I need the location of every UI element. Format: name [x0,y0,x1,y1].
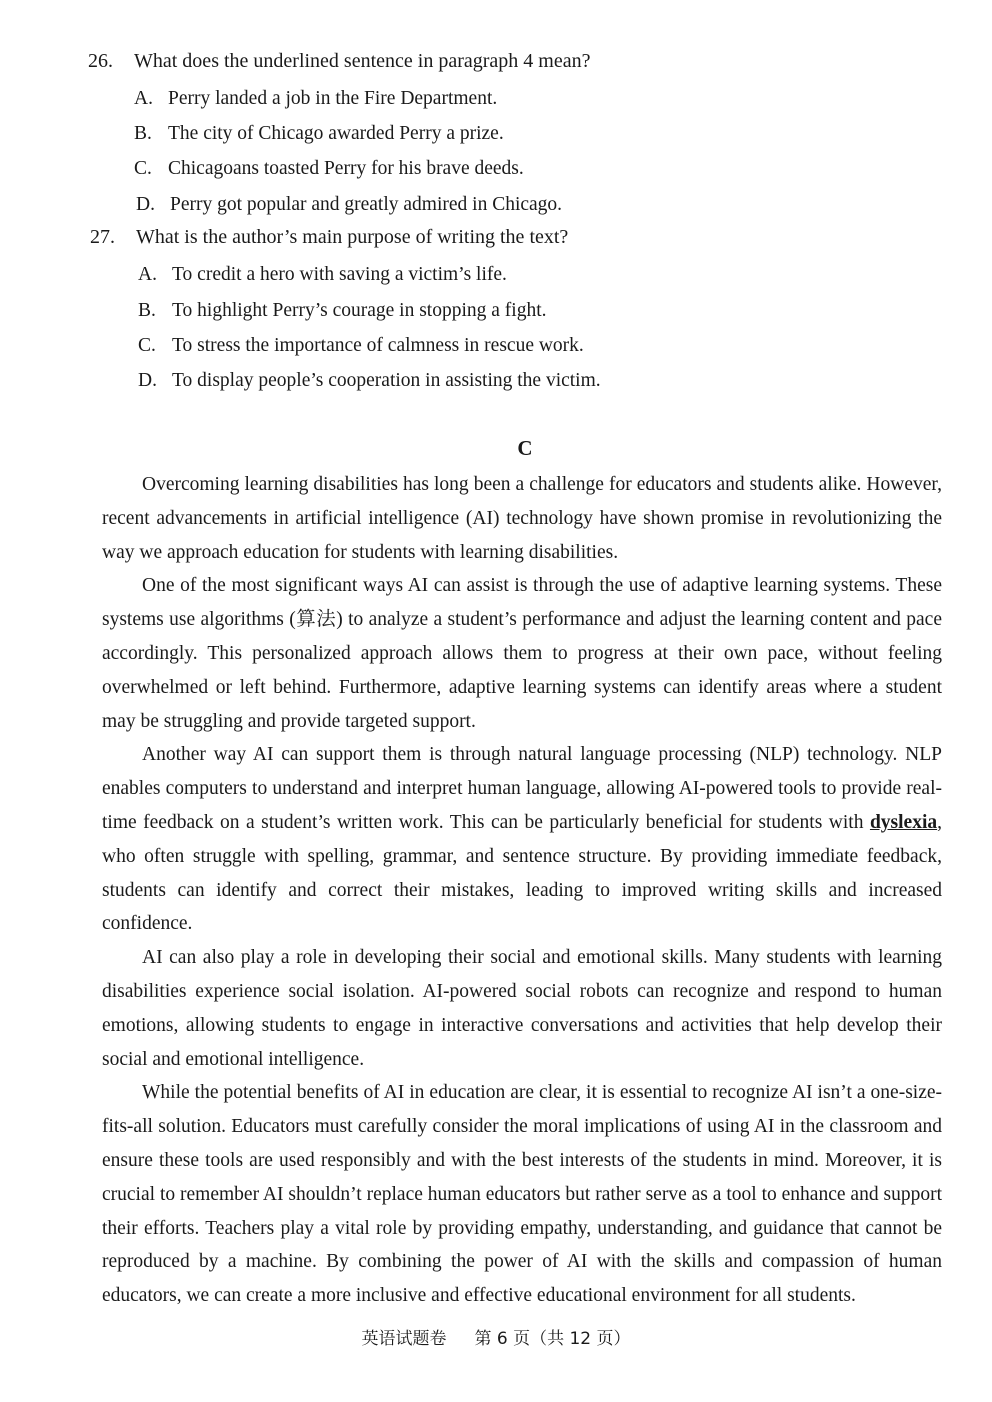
question-stem: What does the underlined sentence in paragraph 4 mean? [134,50,591,72]
option-letter: A. [134,88,153,109]
question-27 [90,222,568,252]
question-27-option-d [138,366,601,396]
paragraph-3-before: Another way AI can support them is through natural language processing (NLP) technology. NLP enables computers to understand and interpret human language, allowing AI-powered tools to provide real-time feedback on a student’s written work. This can be particularly beneficial for students with [102,744,942,833]
reading-passage [102,468,942,1313]
paragraph-1: Overcoming learning disabilities has long been a challenge for educators and students alike. However, recent advancements in artificial intelligence (AI) technology have shown promise in revolutionizing the way we approach education for students with learning disabilities. [102,474,942,563]
option-text: Perry landed a job in the Fire Department. [168,88,498,109]
paragraph-4: AI can also play a role in developing their social and emotional skills. Many students with learning disabilities experience social isolation. AI-powered social robots can recognize and respond to human emotions, allowing students to engage in interactive conversations and activities that help develop their social and emotional intelligence. [102,947,942,1070]
question-27-option-c [138,331,584,361]
option-letter: D. [138,370,157,391]
paragraph-2: One of the most significant ways AI can assist is through the use of adaptive learning systems. These systems use algorithms (算法) to analyze a student’s performance and adjust the learning content and pace accordingly. This personalized approach allows them to progress at their own pace, without feeling overwhelmed or left behind. Furthermore, adaptive learning systems can identify areas where a student may be struggling and provide targeted support. [102,575,942,732]
question-26-option-a [134,84,497,114]
question-26-option-d [136,190,562,220]
page-info: 第 6 页（共 12 页） [474,1329,631,1349]
page-footer [0,1324,992,1349]
option-letter: A. [138,264,157,285]
question-stem: What is the author’s main purpose of writing the text? [136,226,569,248]
question-number: 26. [88,50,113,72]
paragraph-5: While the potential benefits of AI in education are clear, it is essential to recognize AI isn’t a one-size-fits-all solution. Educators must carefully consider the moral implications of using AI in the classroom and ensure these tools are used responsibly and with the best interests of the students in mind. Moreover, it is crucial to remember AI shouldn’t replace human educators but rather serve as a tool to enhance and support their efforts. Teachers play a vital role by providing empathy, understanding, and guidance that cannot be reproduced by a machine. By combining the power of AI with the skills and compassion of human educators, we can create a more inclusive and effective educational environment for all students. [102,1082,942,1307]
option-text: Chicagoans toasted Perry for his brave deeds. [168,158,524,179]
paper-name: 英语试题卷 [361,1329,447,1349]
option-text: To highlight Perry’s courage in stopping a fight. [172,300,547,321]
option-text: The city of Chicago awarded Perry a prize. [168,123,504,144]
option-letter: D. [136,194,155,215]
option-letter: C. [138,335,156,356]
question-27-option-a [138,260,507,290]
option-text: To stress the importance of calmness in rescue work. [172,335,584,356]
question-26-option-b [134,119,504,149]
option-letter: B. [134,123,152,144]
question-26 [88,46,590,76]
underlined-word: dyslexia [869,811,938,833]
question-27-option-b [138,296,547,326]
option-letter: C. [134,158,152,179]
option-letter: B. [138,300,156,321]
option-text: To display people’s cooperation in assisting the victim. [172,370,601,391]
question-26-option-c [134,154,524,184]
paragraph-3 [102,738,942,941]
question-number: 27. [90,226,115,248]
option-text: To credit a hero with saving a victim’s life. [172,264,507,285]
option-text: Perry got popular and greatly admired in Chicago. [170,194,563,215]
section-title: C [517,436,533,460]
paragraph-3-after: , who often struggle with spelling, grammar, and sentence structure. By providing immediate feedback, students can identify and correct their mistakes, leading to improved writing skills and increased confidence. [102,811,942,935]
